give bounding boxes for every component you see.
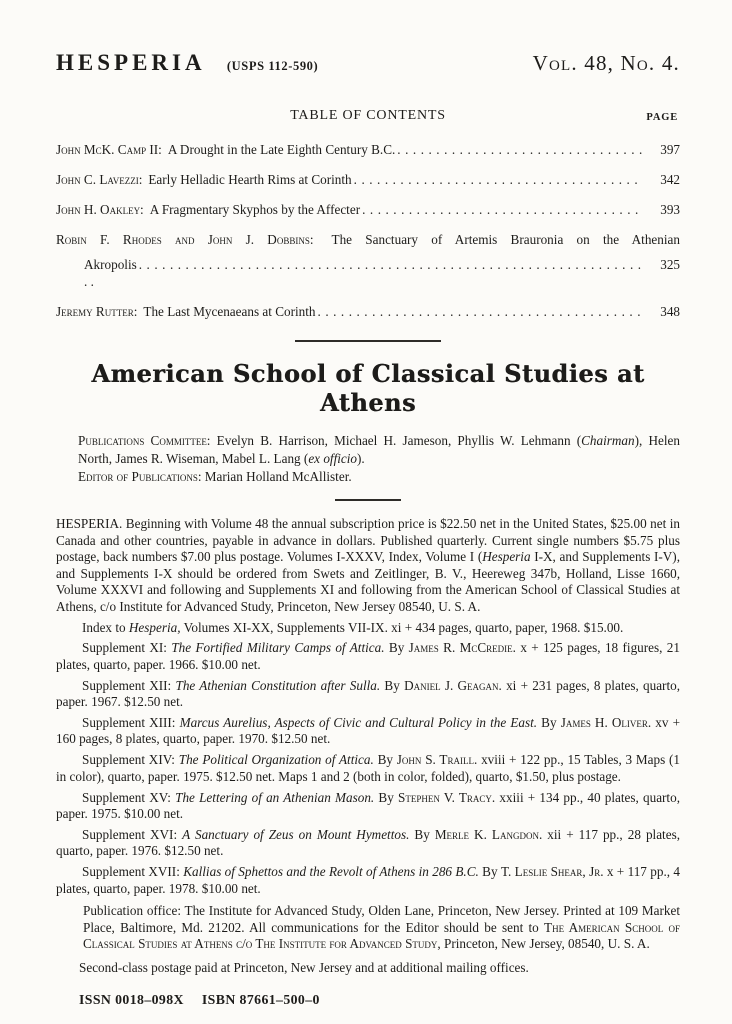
committee-label: Publications Committee:: [78, 433, 211, 448]
dot-leader: [318, 303, 642, 320]
supplement-by: By: [384, 640, 409, 656]
committee-line: [78, 432, 680, 468]
committee-names: ), Helen North, James R. Wiseman, Mabel L. Lang (: [78, 433, 680, 466]
toc-author: John H. Oakley:: [56, 202, 144, 217]
committee-names: ).: [357, 451, 365, 466]
dot-leader: [354, 171, 642, 188]
dot-leader: [397, 141, 642, 158]
toc-title: A Fragmentary Skyphos by the Affecter: [149, 202, 361, 217]
volume-number: Vol. 48, No. 4.: [532, 51, 680, 75]
divider-rule: [295, 340, 441, 342]
supplement-entry: [56, 827, 680, 860]
supplement-details: x + 117 pp., 4 plates, quarto, paper. 1978. $10.00 net.: [56, 864, 680, 896]
supplement-details: x + 125 pages, 18 figures, 21 plates, quarto, paper. 1966. $10.00 net.: [56, 640, 680, 672]
supplement-details: xv + 160 pages, 8 plates, quarto, paper. 1970. $12.50 net.: [56, 715, 681, 747]
supplement-title: The Lettering of an Athenian Mason.: [175, 789, 375, 805]
office-text: Publication office: The Institute for Advanced Study, Olden Lane, Princeton, New Jersey. Printed at 109 Market Place, Baltimore, Md. 21202. All communications for the Editor should be sent to: [83, 903, 680, 935]
issn-number: ISSN 0018–098X: [79, 992, 184, 1008]
subscription-paragraph: [56, 516, 680, 615]
supplement-by: By: [409, 826, 435, 842]
toc-title: Early Helladic Hearth Rims at Corinth: [148, 172, 352, 187]
supplement-title: The Athenian Constitution after Sulla.: [175, 677, 381, 693]
masthead-left: [56, 50, 318, 76]
school-name-smallcaps: The American School of Classical Studies at Athens c/o The Institute for Advanced Study,: [83, 919, 680, 952]
isbn-number: ISBN 87661–500–0: [201, 992, 320, 1008]
supplement-by: By: [374, 789, 399, 805]
editor-line: [78, 468, 680, 486]
toc-entry: [56, 141, 680, 158]
supplement-label: Supplement XV:: [82, 789, 176, 805]
supplement-entry: [56, 678, 680, 711]
supplement-label: Supplement XI:: [82, 640, 172, 656]
supplement-entry: [56, 715, 680, 748]
publication-office-paragraph: [83, 903, 680, 953]
supplement-label: Supplement XIII:: [82, 715, 180, 731]
supplement-title: The Fortified Military Camps of Attica.: [171, 640, 385, 656]
divider-rule: [335, 499, 401, 501]
toc-page-number: 397: [660, 142, 680, 157]
supplement-label: Supplement XII:: [82, 677, 176, 693]
ex-officio-designation: ex officio: [308, 451, 358, 466]
supplement-title: Marcus Aurelius, Aspects of Civic and Cultural Policy in the East.: [179, 715, 538, 731]
office-text: Princeton, New Jersey, 08540, U. S. A.: [440, 936, 650, 952]
toc-entry: [56, 201, 680, 218]
subscription-text: I-X, and Supplements I-V), and Supplements I-X should be ordered from Swets and Zeitlinger, B. V., Heereweg 347b, Holland, Lisse 1660, Volume XXXVI and following and Supplements XI and following from the American School of Classical Studies at Athens, c/o Institute for Advanced Study, Princeton, New Jersey 08540, U. S. A.: [56, 549, 680, 614]
school-heading: American School of Classical Studies at Athens: [91, 359, 645, 417]
supplement-details: xviii + 122 pp., 15 Tables, 3 Maps (1 in color), quarto, paper. 1975. $12.50 net. Maps 1 and 2 (both in color, folded), quarto, $1.50, plus postage.: [56, 752, 681, 784]
supplement-entry: [56, 790, 680, 823]
supplement-author: Daniel J. Geagan.: [404, 677, 502, 693]
supplement-author: T. Leslie Shear, Jr.: [500, 864, 604, 880]
toc-entry: [56, 171, 680, 188]
toc-author: John C. Lavezzi:: [56, 172, 143, 187]
supplement-title: A Sanctuary of Zeus on Mount Hymettos.: [182, 826, 410, 842]
toc-author: John McK. Camp II:: [56, 142, 162, 157]
toc-title-continuation: Akropolis . .: [84, 257, 137, 289]
toc-entry: [56, 303, 680, 320]
toc-entry-line1: [56, 231, 680, 248]
toc-author: Robin F. Rhodes and John J. Dobbins:: [56, 232, 314, 247]
index-entry: [56, 620, 680, 636]
supplement-author: Merle K. Langdon.: [434, 826, 543, 842]
dot-leader: [139, 256, 642, 273]
issn-isbn-line: [79, 992, 680, 1008]
supplement-entry: [56, 864, 680, 897]
masthead: [56, 50, 680, 76]
supplement-details: xii + 117 pp., 28 plates, quarto, paper. 1976. $12.50 net.: [56, 826, 680, 859]
supplement-title: The Political Organization of Attica.: [178, 752, 374, 768]
toc-title: The Last Mycenaeans at Corinth: [143, 304, 316, 319]
supplement-by: By: [478, 864, 501, 880]
journal-title: HESPERIA: [56, 50, 206, 75]
journal-name-italic: Hesperia: [482, 549, 531, 564]
toc-page-number: 348: [660, 304, 680, 319]
supplement-details: xxiii + 134 pp., 40 plates, quarto, paper. 1975. $10.00 net.: [56, 789, 680, 822]
committee-names: Evelyn B. Harrison, Michael H. Jameson, Phyllis W. Lehmann (: [210, 433, 582, 448]
page-column-label: PAGE: [646, 112, 678, 123]
toc-title: A Drought in the Late Eighth Century B.C.: [167, 142, 396, 157]
supplement-entry: [56, 640, 680, 673]
subscription-text: HESPERIA. Beginning with Volume 48 the annual subscription price is $22.50 net in the United States, $25.00 net in Canada and other countries, payable in advance in dollars. Published quarterly. Current single numbers $5.75 plus postage, back numbers $7.00 plus postage. Volumes I-XXXV, Index, Volume I (: [56, 516, 680, 564]
toc-list: [56, 141, 680, 320]
supplement-author: James R. McCredie.: [408, 640, 516, 656]
journal-name-italic: Hesperia,: [128, 619, 181, 635]
committee-block: [78, 432, 680, 486]
supplement-label: Supplement XVI:: [82, 826, 183, 842]
editor-label: Editor of Publications:: [78, 469, 202, 484]
postage-line: Second-class postage paid at Princeton, New Jersey and at additional mailing offices.: [79, 959, 529, 975]
supplement-details: xi + 231 pages, 8 plates, quarto, paper. 1967. $12.50 net.: [56, 677, 681, 710]
index-text: Volumes XI-XX, Supplements VII-IX. xi + 434 pages, quarto, paper, 1968. $15.00.: [180, 619, 624, 635]
supplement-label: Supplement XVII:: [82, 864, 184, 880]
supplement-by: By: [373, 752, 397, 768]
supplement-entry: [56, 752, 680, 785]
toc-author: Jeremy Rutter:: [56, 304, 138, 319]
supplement-author: John S. Traill.: [396, 752, 478, 768]
chairman-designation: Chairman: [581, 433, 635, 448]
supplement-label: Supplement XIV:: [82, 752, 179, 768]
supplement-author: James H. Oliver.: [560, 715, 652, 731]
toc-page-number: 342: [660, 172, 680, 187]
supplement-title: Kallias of Sphettos and the Revolt of Athens in 286 B.C.: [183, 864, 479, 880]
dot-leader: [362, 201, 642, 218]
toc-header: [56, 107, 680, 124]
toc-entry-line2: [56, 256, 680, 290]
supplement-by: By: [537, 715, 561, 731]
supplement-by: By: [380, 677, 405, 693]
index-text: Index to: [82, 619, 129, 635]
toc-title: The Sanctuary of Artemis Brauronia on the Athenian: [331, 232, 680, 247]
editor-name: Marian Holland McAllister.: [201, 469, 352, 484]
usps-number: (USPS 112-590): [226, 59, 319, 73]
toc-heading: TABLE OF CONTENTS: [290, 108, 446, 123]
toc-page-number: 325: [660, 257, 680, 272]
supplement-author: Stephen V. Tracy.: [398, 789, 496, 805]
toc-entry: [56, 231, 680, 290]
toc-page-number: 393: [660, 202, 680, 217]
